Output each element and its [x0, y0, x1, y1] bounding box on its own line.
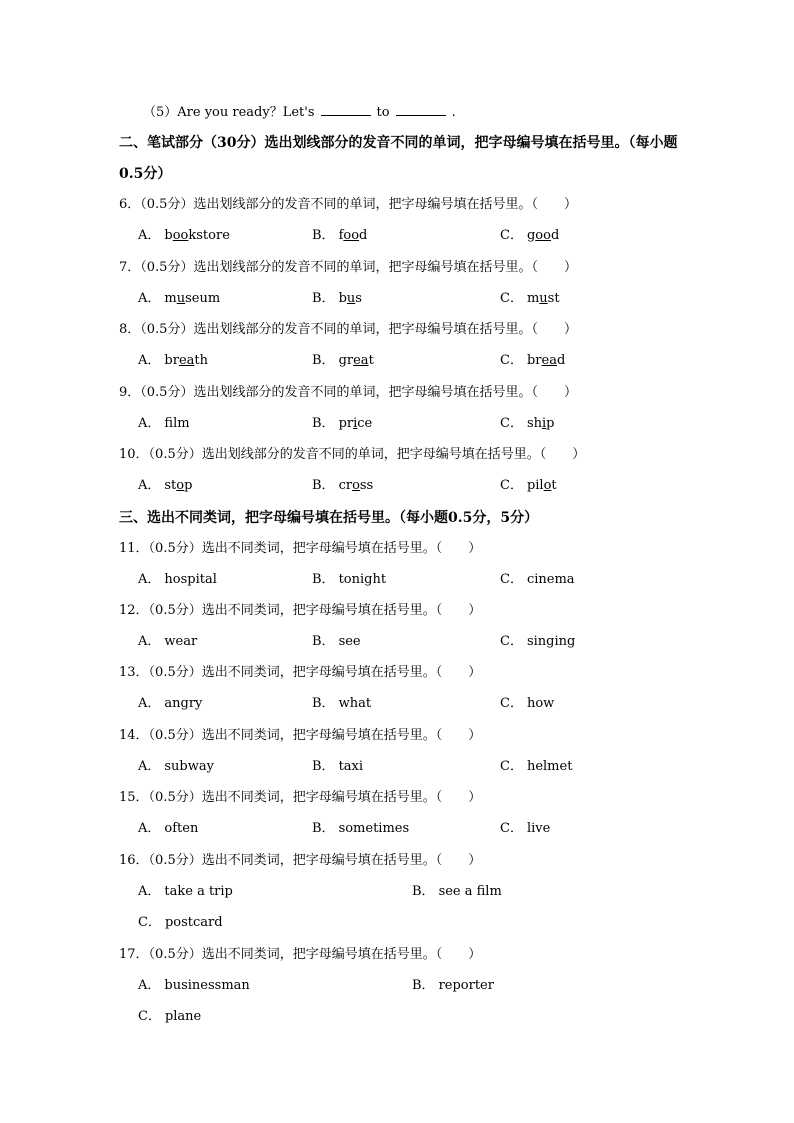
question-number: 11．	[119, 541, 149, 556]
option-b[interactable]	[312, 693, 371, 715]
option-b[interactable]	[312, 569, 386, 591]
option-word: see a film	[438, 884, 502, 899]
option-b[interactable]	[312, 350, 374, 372]
underlined-part: oo	[535, 228, 551, 243]
option-word-part: ce	[357, 415, 373, 431]
option-label: B．	[312, 634, 335, 649]
option-c[interactable]	[138, 912, 223, 934]
underlined-part: i	[542, 415, 547, 431]
option-word: see	[338, 634, 361, 649]
question-stem	[119, 257, 577, 279]
question-number: 13．	[119, 665, 149, 680]
option-word: taxi	[338, 759, 364, 774]
option-word: what	[338, 696, 372, 711]
question-number: 12．	[119, 603, 149, 618]
question-text: （0.5分）选出不同类词，把字母编号填在括号里。（ ）	[148, 853, 482, 868]
underlined-part: o	[543, 478, 552, 493]
question-text: （0.5分）选出不同类词，把字母编号填在括号里。（ ）	[148, 947, 482, 962]
option-a[interactable]	[138, 350, 208, 372]
option-label: C．	[500, 415, 523, 431]
option-b[interactable]	[312, 818, 409, 840]
option-label: B．	[312, 353, 335, 368]
q5-blank-1[interactable]	[321, 101, 371, 116]
option-word: how	[526, 696, 555, 711]
option-label: A．	[138, 353, 161, 368]
option-label: C．	[500, 634, 523, 649]
question-number: 7．	[119, 259, 141, 275]
underlined-part: u	[346, 290, 356, 306]
section2-heading-line2: 0.5分）	[119, 166, 172, 182]
option-label: A．	[138, 634, 161, 649]
underlined-part: oo	[343, 228, 360, 243]
option-c[interactable]	[500, 225, 559, 247]
option-label: C．	[138, 1009, 161, 1024]
option-label: B．	[312, 415, 335, 431]
option-b[interactable]	[312, 288, 362, 310]
option-label: B．	[312, 290, 335, 306]
q5-end: .	[451, 105, 456, 120]
option-word-part: b	[164, 228, 173, 243]
question-text: （0.5分）选出不同类词，把字母编号填在括号里。（ ）	[148, 728, 482, 743]
option-label: C．	[500, 759, 523, 774]
question-number: 16．	[119, 853, 149, 868]
q5-line	[143, 101, 456, 123]
option-label: B．	[312, 759, 335, 774]
question-number: 14．	[119, 728, 149, 743]
option-label: B．	[312, 821, 335, 836]
option-word: hospital	[164, 572, 217, 587]
option-label: B．	[312, 696, 335, 711]
option-word-part: m	[164, 290, 177, 306]
option-word-part: d	[550, 228, 560, 243]
option-label: C．	[500, 290, 523, 306]
option-word: sometimes	[338, 821, 410, 836]
option-word: angry	[164, 696, 203, 711]
option-word-part: d	[359, 228, 368, 243]
option-c[interactable]	[500, 288, 560, 310]
option-a[interactable]	[138, 475, 192, 497]
option-label: B．	[312, 572, 335, 587]
question-stem	[119, 319, 577, 341]
option-word-part: seum	[185, 290, 221, 306]
option-label: C．	[500, 821, 523, 836]
option-word: subway	[164, 759, 214, 774]
question-stem	[119, 944, 481, 966]
question-number: 17．	[119, 947, 149, 962]
option-word-part: lm	[173, 415, 190, 431]
option-c[interactable]	[500, 475, 557, 497]
option-a[interactable]	[138, 975, 250, 997]
option-label: C．	[500, 478, 523, 493]
option-word-part: t	[368, 353, 374, 368]
option-word-part: s	[355, 290, 362, 306]
option-word: businessman	[164, 978, 250, 993]
question-stem	[119, 725, 481, 747]
option-label: C．	[500, 228, 523, 243]
question-stem	[119, 787, 481, 809]
option-label: B．	[312, 478, 335, 493]
option-word-part: cr	[338, 478, 353, 493]
option-a[interactable]	[138, 569, 217, 591]
option-word-part: p	[184, 478, 193, 493]
option-word-part: t	[551, 478, 557, 493]
option-label: C．	[138, 915, 161, 930]
question-text: （0.5分）选出划线部分的发音不同的单词，把字母编号填在括号里。（ ）	[140, 259, 577, 275]
option-word: singing	[526, 634, 576, 649]
option-word-part: m	[526, 290, 540, 306]
underlined-part: o	[352, 478, 360, 493]
underlined-part: u	[176, 290, 186, 306]
option-b[interactable]	[312, 756, 363, 778]
option-label: A．	[138, 572, 161, 587]
option-word: helmet	[526, 759, 573, 774]
option-a[interactable]	[138, 881, 233, 903]
option-c[interactable]	[500, 693, 554, 715]
option-label: A．	[138, 978, 161, 993]
question-number: 8．	[119, 322, 141, 337]
option-label: C．	[500, 572, 523, 587]
section3-heading: 三、选出不同类词，把字母编号填在括号里。（每小题0.5分，5分）	[119, 510, 539, 526]
option-label: A．	[138, 759, 161, 774]
option-c[interactable]	[500, 756, 572, 778]
question-stem	[119, 662, 481, 684]
option-word-part: th	[194, 353, 208, 368]
option-word: reporter	[438, 978, 494, 993]
option-c[interactable]	[500, 569, 575, 591]
option-label: A．	[138, 290, 161, 306]
option-label: A．	[138, 478, 161, 493]
option-word-part: p	[546, 415, 555, 431]
option-label: A．	[138, 415, 161, 431]
question-number: 9．	[119, 384, 141, 400]
question-text: （0.5分）选出不同类词，把字母编号填在括号里。（ ）	[148, 603, 482, 618]
option-label: B．	[312, 228, 335, 243]
question-text: （0.5分）选出不同类词，把字母编号填在括号里。（ ）	[148, 790, 482, 805]
option-b[interactable]	[312, 631, 361, 653]
question-number: 6．	[119, 197, 141, 212]
option-word-part: st	[164, 478, 177, 493]
option-c[interactable]	[500, 413, 555, 435]
option-word-part: pr	[338, 415, 354, 431]
underlined-part: ea	[353, 353, 369, 368]
option-word: postcard	[164, 915, 223, 930]
question-text: （0.5分）选出划线部分的发音不同的单词，把字母编号填在括号里。（ ）	[140, 197, 577, 212]
question-text: （0.5分）选出不同类词，把字母编号填在括号里。（ ）	[148, 665, 482, 680]
option-word-part: pil	[526, 478, 544, 493]
option-b[interactable]	[412, 975, 494, 997]
option-word-part: g	[526, 228, 536, 243]
option-a[interactable]	[138, 756, 214, 778]
option-b[interactable]	[312, 413, 372, 435]
question-stem	[119, 194, 577, 216]
underlined-part: ea	[541, 353, 557, 368]
option-word: plane	[164, 1009, 202, 1024]
option-word: often	[164, 821, 199, 836]
option-a[interactable]	[138, 225, 230, 247]
option-word-part: st	[547, 290, 560, 306]
underlined-part: o	[176, 478, 185, 493]
question-number: 10．	[119, 447, 149, 462]
option-label: C．	[500, 353, 523, 368]
section2-heading-line1: 二、笔试部分（30分）选出划线部分的发音不同的单词，把字母编号填在括号里。（每小题	[119, 135, 678, 151]
question-text: （0.5分）选出划线部分的发音不同的单词，把字母编号填在括号里。（ ）	[140, 384, 577, 400]
option-c[interactable]	[500, 631, 575, 653]
option-label: B．	[412, 978, 435, 993]
option-word-part: ss	[359, 478, 374, 493]
option-word: wear	[164, 634, 198, 649]
option-a[interactable]	[138, 631, 197, 653]
option-word-part: sh	[526, 415, 542, 431]
option-word: tonight	[338, 572, 387, 587]
option-word-part: kstore	[188, 228, 230, 243]
underlined-part: u	[539, 290, 548, 306]
underlined-part: ea	[178, 353, 195, 368]
option-a[interactable]	[138, 288, 220, 310]
option-a[interactable]	[138, 818, 198, 840]
option-a[interactable]	[138, 693, 202, 715]
option-c[interactable]	[138, 1006, 201, 1028]
question-stem	[119, 850, 481, 872]
option-label: A．	[138, 696, 161, 711]
question-stem	[119, 538, 481, 560]
q5-mid: to	[376, 105, 390, 120]
option-label: B．	[412, 884, 435, 899]
option-word-part: br	[164, 353, 179, 368]
option-label: A．	[138, 884, 161, 899]
option-word-part: d	[556, 353, 566, 368]
option-c[interactable]	[500, 350, 565, 372]
question-text: （0.5分）选出划线部分的发音不同的单词，把字母编号填在括号里。（ ）	[148, 447, 586, 462]
option-word: cinema	[526, 572, 575, 587]
option-word: live	[526, 821, 551, 836]
option-a[interactable]	[138, 413, 190, 435]
option-c[interactable]	[500, 818, 550, 840]
option-label: C．	[500, 696, 523, 711]
option-label: A．	[138, 228, 161, 243]
option-word-part: br	[526, 353, 542, 368]
option-word: take a trip	[164, 884, 233, 899]
option-word-part: gr	[338, 353, 354, 368]
option-word-part: f	[338, 228, 344, 243]
option-label: A．	[138, 821, 161, 836]
q5-prefix: （5）Are you ready？Let's	[143, 105, 315, 120]
question-text: （0.5分）选出不同类词，把字母编号填在括号里。（ ）	[148, 541, 482, 556]
option-b[interactable]	[312, 475, 373, 497]
option-word-part: f	[164, 415, 174, 431]
option-word-part: b	[338, 290, 347, 306]
question-stem	[119, 382, 577, 404]
question-text: （0.5分）选出划线部分的发音不同的单词，把字母编号填在括号里。（ ）	[140, 322, 577, 337]
underlined-part: i	[353, 415, 358, 431]
underlined-part: oo	[172, 228, 189, 243]
option-b[interactable]	[412, 881, 502, 903]
question-stem	[119, 600, 481, 622]
question-stem	[119, 444, 585, 466]
question-number: 15．	[119, 790, 149, 805]
option-b[interactable]	[312, 225, 367, 247]
q5-blank-2[interactable]	[396, 101, 446, 116]
